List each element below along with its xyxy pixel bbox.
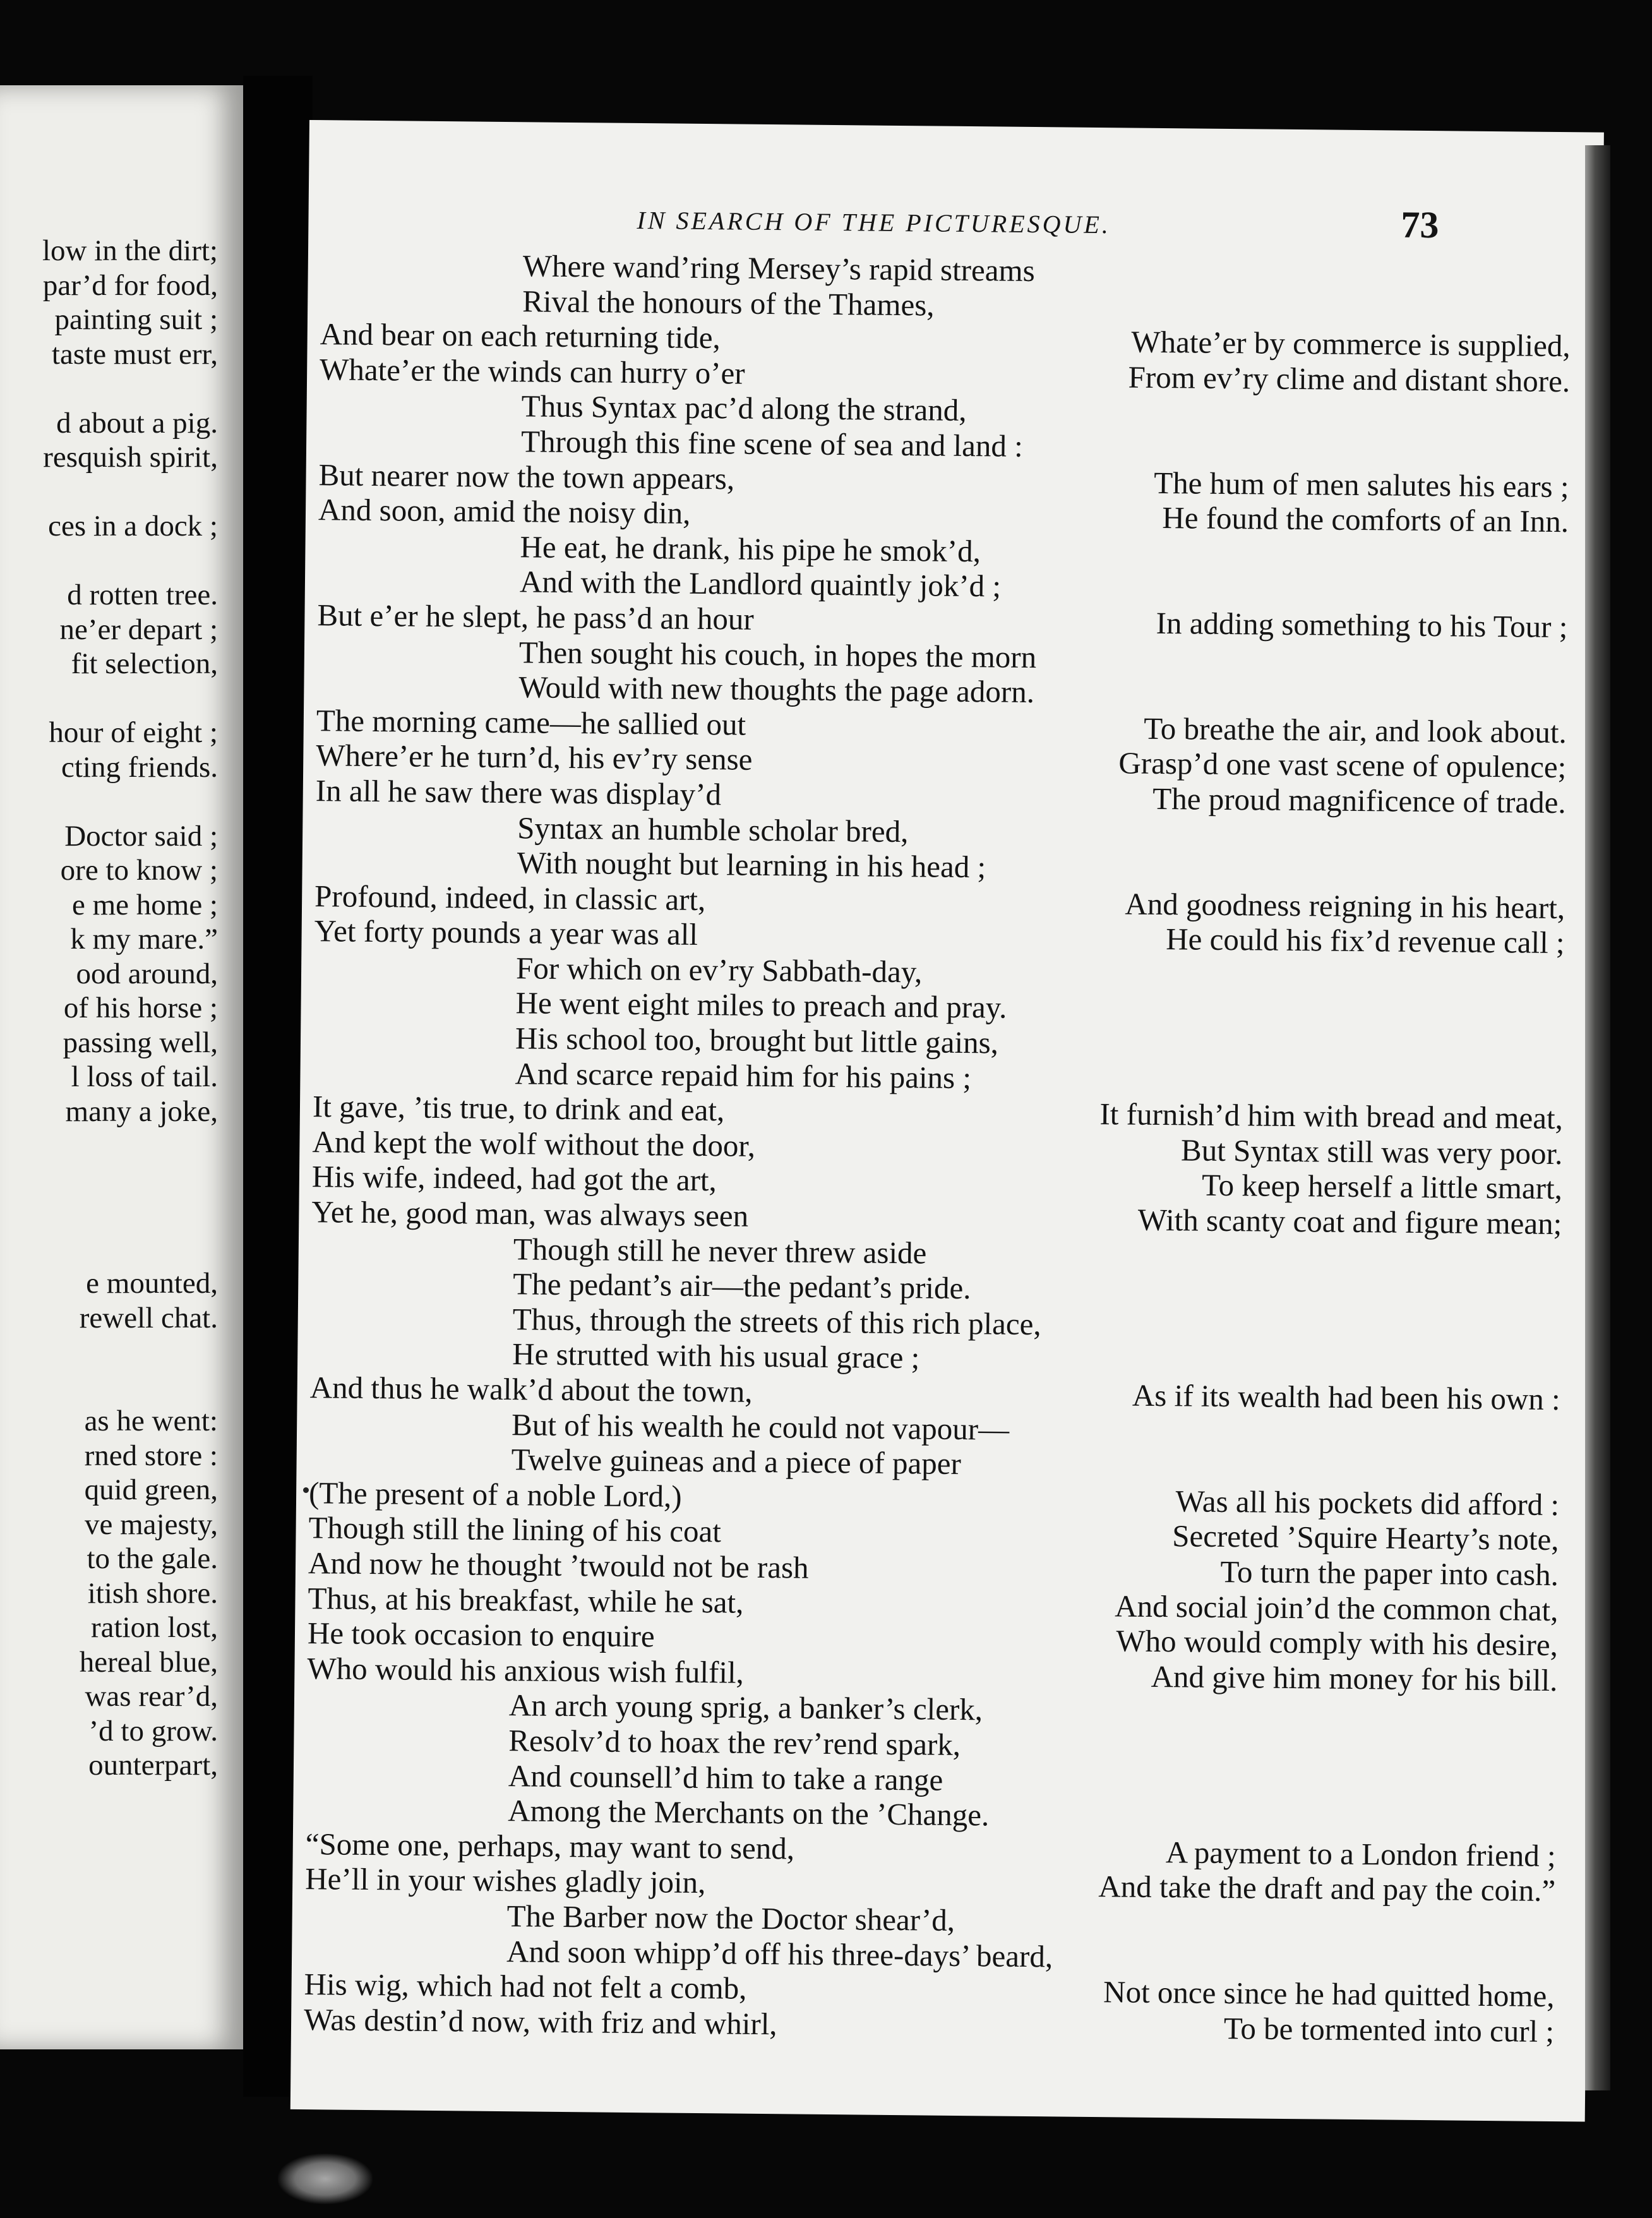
left-page-line: itish shore. <box>87 1576 218 1610</box>
poem-line-left: Profound, indeed, in classic art, <box>314 878 706 917</box>
left-page-line: Doctor said ; <box>64 819 218 853</box>
left-page-line: of his horse ; <box>63 992 218 1024</box>
page-edge <box>1585 145 1610 2090</box>
poem-text <box>291 246 1603 2049</box>
left-page-line <box>42 1370 218 1405</box>
left-page-line <box>42 1129 218 1163</box>
poem-line-indented: He strutted with his usual grace ; <box>512 1336 920 1376</box>
left-page-line: ore to know ; <box>60 854 218 887</box>
poem-line-indented: Twelve guineas and a piece of paper <box>511 1442 962 1482</box>
poem-line-indented: Through this fine scene of sea and land : <box>520 424 1024 464</box>
left-page-line: hereal blue, <box>79 1645 218 1679</box>
poem-line-indented: And counsell’d him to take a range <box>508 1758 943 1797</box>
poem-line-right: And take the draft and pay the coin.” <box>1098 1869 1556 1909</box>
left-page-line <box>42 1163 218 1198</box>
poem-line-indented: With nought but learning in his head ; <box>517 845 986 885</box>
left-page-line: taste must err, <box>51 337 218 371</box>
poem-line-indented: And scarce repaid him for his pains ; <box>515 1055 972 1095</box>
left-page-line: e me home ; <box>71 888 218 921</box>
poem-line-right: And social join’d the common chat, <box>1115 1588 1559 1628</box>
poem-line-right: It furnish’d him with bread and meat, <box>1099 1096 1564 1136</box>
poem-line-indented: Rival the honours of the Thames, <box>522 283 935 323</box>
poem-line-left: And now he thought ’twould not be rash <box>308 1545 809 1585</box>
poem-line-right: Secreted ’Squire Hearty’s note, <box>1171 1518 1559 1557</box>
left-page-line: par’d for food, <box>42 268 218 302</box>
poem-line-left: Yet forty pounds a year was all <box>314 913 698 952</box>
left-page-line: to the gale. <box>87 1542 218 1575</box>
running-head: IN SEARCH OF THE PICTURESQUE. <box>637 205 1111 239</box>
poem-line-left: Though still the lining of his coat <box>308 1510 722 1549</box>
left-page-line: ounterpart, <box>88 1749 218 1782</box>
page-number: 73 <box>1401 203 1439 246</box>
poem-line-left: Yet he, good man, was always seen <box>311 1194 749 1233</box>
left-page-line: ne’er depart ; <box>59 613 218 646</box>
poem-line-right: As if its wealth had been his own : <box>1132 1377 1560 1417</box>
left-page-line: d about a pig. <box>56 406 218 440</box>
left-page-line <box>42 681 218 716</box>
poem-line-indented: Would with new thoughts the page adorn. <box>518 669 1035 710</box>
poem-line-indented: But of his wealth he could not vapour— <box>511 1406 1010 1447</box>
left-page-line: l loss of tail. <box>71 1060 218 1093</box>
poem-line-indented: An arch young sprig, a banker’s clerk, <box>508 1687 983 1727</box>
poem-line-left: And soon, amid the noisy din, <box>318 492 691 531</box>
poem-line-indented: Among the Merchants on the ’Change. <box>508 1793 990 1833</box>
left-page-line <box>42 784 218 819</box>
poem-line-right: And give him money for his bill. <box>1151 1658 1558 1698</box>
poem-line-right: He found the comforts of an Inn. <box>1162 500 1569 539</box>
left-page-line: ve majesty, <box>85 1508 218 1541</box>
poem-line-indented: Where wand’ring Mersey’s rapid streams <box>522 248 1035 289</box>
poem-line-left: In all he saw there was display’d <box>315 773 722 812</box>
poem-line-left: Where’er he turn’d, his ev’ry sense <box>316 738 753 777</box>
left-page-line: painting suit ; <box>54 303 218 336</box>
poem-line-left: Whate’er the winds can hurry o’er <box>319 351 745 391</box>
poem-line-left: But e’er he slept, he pass’d an hour <box>317 597 754 637</box>
poem-line-right: Was all his pockets did afford : <box>1175 1484 1560 1522</box>
poem-line-right: But Syntax still was very poor. <box>1180 1132 1563 1171</box>
poem-line-right: Grasp’d one vast scene of opulence; <box>1118 745 1567 785</box>
poem-line-left: The morning came—he sallied out <box>316 702 746 742</box>
left-page-line: passing well, <box>63 1026 218 1059</box>
poem-line-indented: His school too, brought but little gains, <box>515 1021 999 1060</box>
poem-line-indented: And with the Landlord quaintly jok’d ; <box>519 564 1002 604</box>
poem-line-left: Who would his anxious wish fulfil, <box>307 1650 745 1690</box>
poem-line-right: And goodness reigning in his heart, <box>1125 886 1565 925</box>
left-facing-page <box>0 85 243 2049</box>
poem-line-indented: Thus, through the streets of this rich place, <box>512 1301 1041 1342</box>
poem-line-left: It gave, ’tis true, to drink and eat, <box>312 1089 725 1128</box>
poem-line-left: And thus he walk’d about the town, <box>309 1370 753 1409</box>
left-page-line: quid green, <box>84 1473 218 1506</box>
poem-line-indented: The pedant’s air—the pedant’s pride. <box>513 1266 971 1306</box>
left-page-line: rned store : <box>84 1439 218 1472</box>
right-page <box>290 120 1604 2122</box>
poem-line-right: He could his fix’d revenue call ; <box>1166 921 1565 961</box>
poem-line-right: To breathe the air, and look about. <box>1144 710 1567 750</box>
scan-blemish <box>278 2154 373 2204</box>
poem-line-right: To turn the paper into cash. <box>1220 1554 1559 1593</box>
left-page-line: fit selection, <box>71 647 218 680</box>
poem-line-indented: Thus Syntax pac’d along the strand, <box>521 388 967 428</box>
left-page-line: ces in a dock ; <box>48 510 218 543</box>
poem-line-left: His wife, indeed, had got the art, <box>311 1159 717 1198</box>
poem-line-indented: Syntax an humble scholar bred, <box>517 810 909 849</box>
poem-line-right: The proud magnificence of trade. <box>1152 781 1566 820</box>
poem-line-indented: Then sought his couch, in hopes the morn <box>518 634 1037 674</box>
left-page-line <box>42 475 218 510</box>
poem-line-indented: The Barber now the Doctor shear’d, <box>506 1898 955 1938</box>
left-page-line <box>42 544 218 578</box>
poem-line-right: In adding something to his Tour ; <box>1156 605 1568 645</box>
left-page-line: many a joke, <box>65 1094 218 1128</box>
left-page-line: rewell chat. <box>79 1301 218 1334</box>
left-page-line <box>42 1232 218 1267</box>
poem-line-indented: For which on ev’ry Sabbath-day, <box>515 950 923 990</box>
left-page-line <box>42 1197 218 1232</box>
left-page-line: ood around, <box>76 957 218 990</box>
poem-line-indented: And soon whipp’d off his three-days’ beard, <box>506 1933 1053 1974</box>
left-page-line: low in the dirt; <box>42 234 218 267</box>
poem-line-indented: Though still he never threw aside <box>513 1231 927 1271</box>
left-page-line: k my mare.” <box>70 923 218 956</box>
poem-line-right: From ev’ry clime and distant shore. <box>1128 359 1571 399</box>
left-page-line: ’d to grow. <box>88 1714 218 1747</box>
poem-line-indented: Resolv’d to hoax the rev’rend spark, <box>508 1723 961 1762</box>
poem-line-left: Thus, at his breakfast, while he sat, <box>308 1580 744 1620</box>
poem-line-left: And kept the wolf without the door, <box>312 1124 756 1163</box>
poem-line-right: To keep herself a little smart, <box>1201 1168 1563 1206</box>
left-page-text <box>42 234 218 1783</box>
left-page-line: resquish spirit, <box>43 441 218 474</box>
left-page-line: was rear’d, <box>85 1680 218 1713</box>
left-page-line: ration lost, <box>90 1611 218 1644</box>
left-page-line: hour of eight ; <box>49 716 218 749</box>
margin-dot <box>303 1487 309 1493</box>
poem-line-indented: He eat, he drank, his pipe he smok’d, <box>520 529 981 568</box>
poem-line-left: And bear on each returning tide, <box>320 316 721 356</box>
poem-line-indented: He went eight miles to preach and pray. <box>515 985 1007 1026</box>
left-page-line <box>42 1335 218 1370</box>
poem-line-left: He took occasion to enquire <box>307 1616 655 1654</box>
poem-line-right: Whate’er by commerce is supplied, <box>1131 324 1571 364</box>
poem-line-left: But nearer now the town appears, <box>318 457 735 496</box>
poem-line-left: Was destin’d now, with friz and whirl, <box>303 2001 777 2041</box>
poem-line-left: “Some one, perhaps, may want to send, <box>305 1826 795 1866</box>
left-page-line <box>42 371 218 406</box>
poem-line-left: He’ll in your wishes gladly join, <box>305 1861 706 1900</box>
poem-line-right: To be tormented into curl ; <box>1223 2010 1555 2049</box>
left-page-line: as he went: <box>84 1405 218 1437</box>
left-page-line: d rotten tree. <box>67 578 218 611</box>
poem-line-right: Not once since he had quitted home, <box>1103 1974 1555 2014</box>
left-page-line: cting friends. <box>61 750 218 784</box>
poem-line-right: The hum of men salutes his ears ; <box>1154 465 1569 504</box>
poem-line-left: (The present of a noble Lord,) <box>308 1475 682 1514</box>
poem-line-right: A payment to a London friend ; <box>1165 1834 1556 1873</box>
left-page-line: e mounted, <box>86 1267 218 1300</box>
poem-line-left: His wig, which had not felt a comb, <box>304 1967 747 2006</box>
poem-line-right: Who would comply with his desire, <box>1116 1623 1559 1663</box>
poem-line-right: With scanty coat and figure mean; <box>1137 1202 1562 1242</box>
